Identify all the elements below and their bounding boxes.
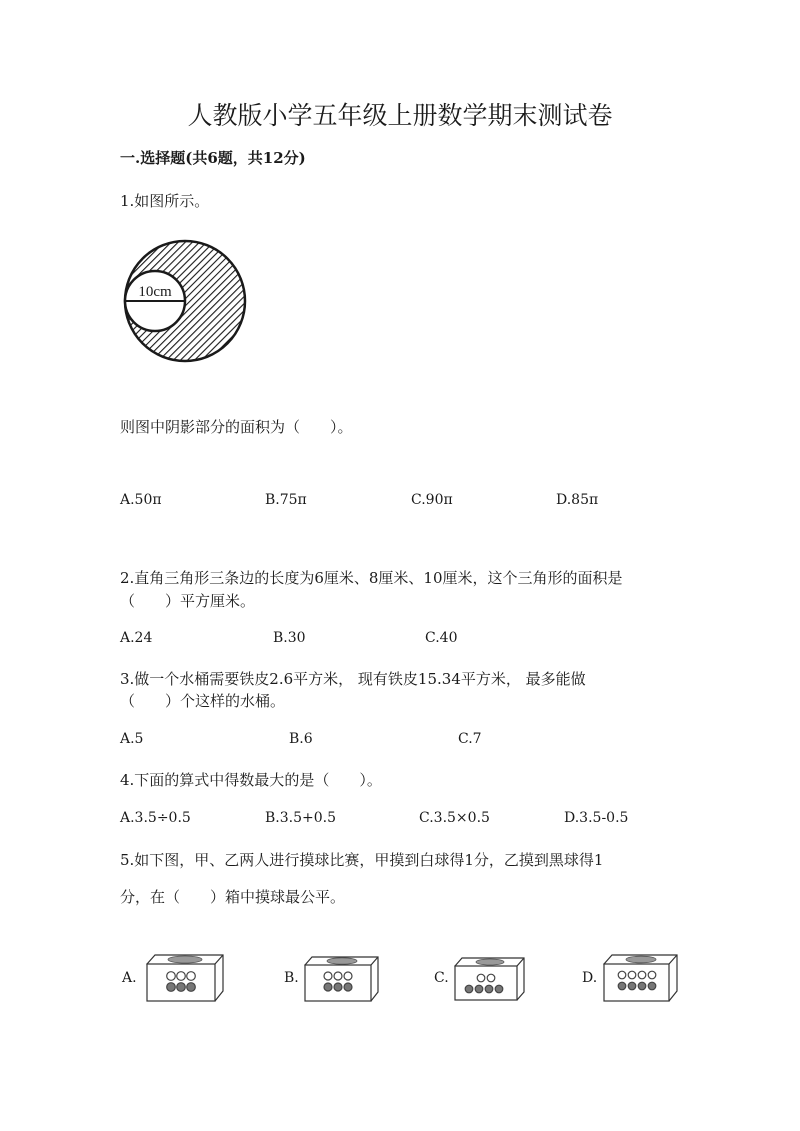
- ball-black: [465, 985, 473, 993]
- ball-white: [324, 972, 332, 980]
- q1-option-b: B.75π: [265, 492, 307, 508]
- question-3-stem: 3.做一个水桶需要铁皮2.6平方米， 现有铁皮15.34平方米， 最多能做: [120, 670, 586, 688]
- ball-white: [344, 972, 352, 980]
- ball-black: [324, 983, 332, 991]
- q4-option-d: D.3.5-0.5: [564, 810, 629, 826]
- q1-option-a: A.50π: [120, 492, 162, 508]
- ball-white: [187, 972, 196, 981]
- ball-black: [648, 982, 656, 990]
- q4-option-a: A.3.5÷0.5: [120, 810, 191, 826]
- ball-black: [618, 982, 626, 990]
- q3-option-b: B.6: [289, 731, 313, 747]
- q3-option-c: C.7: [458, 731, 482, 747]
- box-d-figure: [603, 953, 679, 1003]
- q3-option-a: A.5: [120, 731, 144, 747]
- page-title: 人教版小学五年级上册数学期末测试卷: [187, 101, 613, 130]
- box-b-label: B.: [284, 970, 299, 986]
- box-a-figure: [146, 953, 226, 1003]
- q4-option-b: B.3.5+0.5: [265, 810, 336, 826]
- ball-black: [177, 983, 186, 992]
- question-1-prompt: 则图中阴影部分的面积为（ ）。: [120, 418, 353, 436]
- ball-black: [495, 985, 503, 993]
- question-1-figure: [120, 236, 250, 366]
- ball-white: [477, 974, 485, 982]
- question-2-stem: 2.直角三角形三条边的长度为6厘米、8厘米、10厘米，这个三角形的面积是: [120, 569, 623, 587]
- q1-option-d: D.85π: [556, 492, 599, 508]
- section-heading: 一.选择题(共6题，共12分): [120, 149, 306, 167]
- ball-black: [344, 983, 352, 991]
- ball-white: [618, 971, 626, 979]
- q2-option-a: A.24: [120, 630, 153, 646]
- q2-option-b: B.30: [273, 630, 306, 646]
- ball-white: [167, 972, 176, 981]
- diameter-label: 10cm: [138, 284, 172, 300]
- ball-black: [628, 982, 636, 990]
- question-4-stem: 4.下面的算式中得数最大的是（ ）。: [120, 771, 382, 789]
- question-5-stem: 5.如下图，甲、乙两人进行摸球比赛，甲摸到白球得1分，乙摸到黑球得1: [120, 851, 604, 869]
- question-5-stem-cont: 分，在（ ）箱中摸球最公平。: [120, 888, 346, 906]
- ball-black: [638, 982, 646, 990]
- question-3-stem-cont: （ ）个这样的水桶。: [120, 692, 286, 710]
- box-c-label: C.: [434, 970, 449, 986]
- box-a-label: A.: [122, 970, 137, 986]
- q2-option-c: C.40: [425, 630, 458, 646]
- ball-black: [485, 985, 493, 993]
- q1-option-c: C.90π: [411, 492, 453, 508]
- question-1-stem: 1.如图所示。: [120, 192, 210, 210]
- q4-option-c: C.3.5×0.5: [419, 810, 490, 826]
- ball-white: [628, 971, 636, 979]
- ball-black: [187, 983, 196, 992]
- ball-black: [167, 983, 176, 992]
- ball-black: [334, 983, 342, 991]
- ball-white: [648, 971, 656, 979]
- ball-white: [334, 972, 342, 980]
- box-d-label: D.: [582, 970, 598, 986]
- box-b-figure: [304, 955, 380, 1003]
- question-2-stem-cont: （ ）平方厘米。: [120, 592, 256, 610]
- box-c-figure: [454, 956, 526, 1002]
- ball-black: [475, 985, 483, 993]
- ball-white: [177, 972, 186, 981]
- ball-white: [487, 974, 495, 982]
- ball-white: [638, 971, 646, 979]
